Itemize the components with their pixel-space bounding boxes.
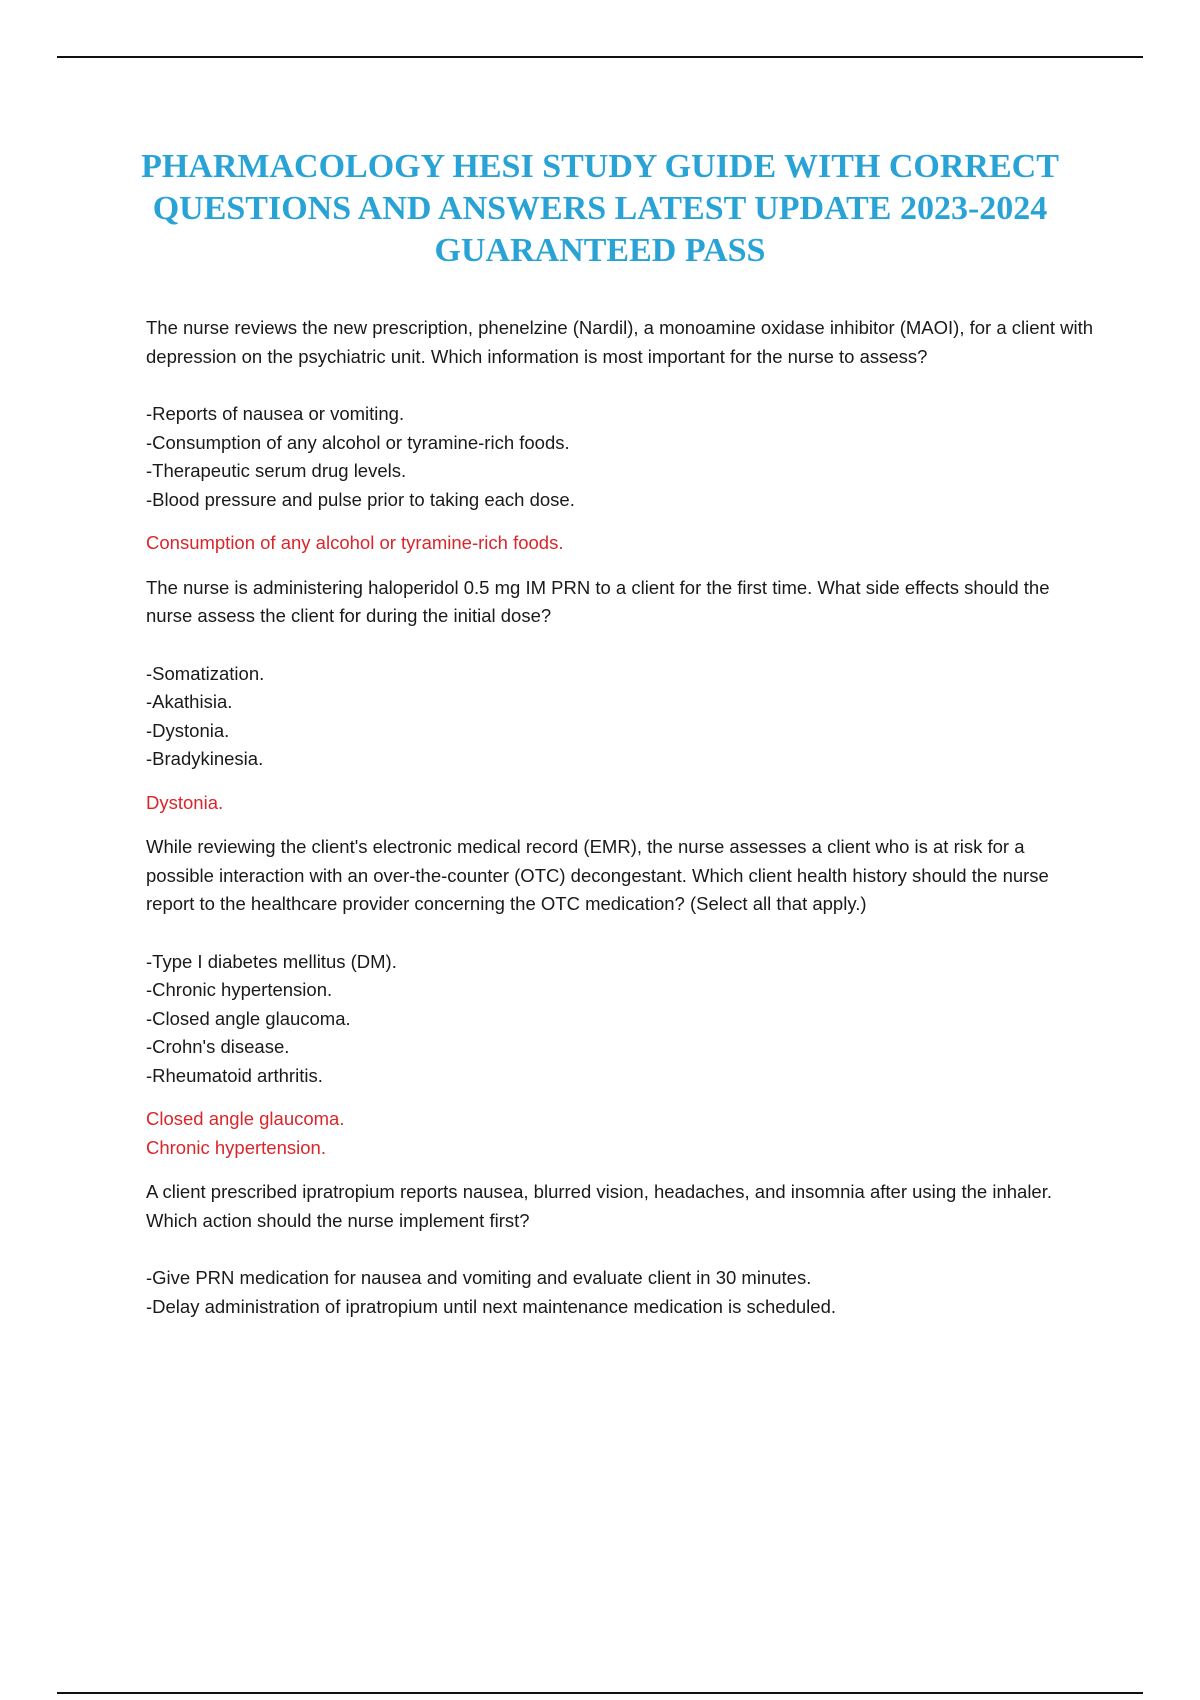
correct-answer: Chronic hypertension. — [146, 1136, 326, 1158]
answer-block — [146, 1105, 1096, 1162]
correct-answer: Consumption of any alcohol or tyramine-rich foods. — [146, 532, 564, 553]
bottom-rule — [57, 1692, 1143, 1694]
option-item: -Crohn's disease. — [146, 1036, 290, 1057]
question-text: The nurse reviews the new prescription, phenelzine (Nardil), a monoamine oxidase inhibitor (MAOI), for a client with depression on the psychiatric unit. Which information is most important for the nurse to assess? — [146, 317, 1094, 367]
top-rule — [57, 56, 1143, 58]
option-item: -Type I diabetes mellitus (DM). — [146, 950, 397, 972]
option-list — [146, 400, 1096, 514]
correct-answer: Closed angle glaucoma. — [146, 1108, 345, 1129]
option-item: -Closed angle glaucoma. — [146, 1007, 351, 1029]
option-item: -Consumption of any alcohol or tyramine-rich foods. — [146, 431, 570, 453]
option-item: -Delay administration of ipratropium until next maintenance medication is scheduled. — [146, 1295, 836, 1317]
question-text: While reviewing the client's electronic medical record (EMR), the nurse assesses a client who is at risk for a possible interaction with an over-the-counter (OTC) decongestant. Which client health history should the nurse report to the healthcare provider concerning the OTC medication? (Select all that apply.) — [146, 836, 1049, 914]
question-list — [146, 314, 1096, 1321]
question-block — [146, 1178, 1096, 1321]
option-item: -Therapeutic serum drug levels. — [146, 460, 407, 481]
option-item: -Reports of nausea or vomiting. — [146, 403, 405, 424]
option-list — [146, 660, 1096, 774]
question-text: A client prescribed ipratropium reports nausea, blurred vision, headaches, and insomnia after using the inhaler. Which action should the nurse implement first? — [146, 1181, 1052, 1231]
option-item: -Chronic hypertension. — [146, 979, 333, 1000]
option-item: -Blood pressure and pulse prior to taking each dose. — [146, 488, 575, 510]
option-item: -Give PRN medication for nausea and vomiting and evaluate client in 30 minutes. — [146, 1267, 812, 1288]
question-block — [146, 314, 1096, 558]
document-title: PHARMACOLOGY HESI STUDY GUIDE WITH CORRECT QUESTIONS AND ANSWERS LATEST UPDATE 2023-2024 GUARANTEED PASS — [141, 148, 1059, 269]
option-item: -Somatization. — [146, 662, 265, 684]
option-item: -Akathisia. — [146, 691, 233, 712]
option-list — [146, 948, 1096, 1091]
option-item: -Bradykinesia. — [146, 748, 264, 769]
option-item: -Rheumatoid arthritis. — [146, 1064, 323, 1086]
question-block — [146, 574, 1096, 818]
option-list — [146, 1264, 1096, 1321]
correct-answer: Dystonia. — [146, 791, 224, 813]
option-item: -Dystonia. — [146, 719, 230, 741]
question-text: The nurse is administering haloperidol 0.5 mg IM PRN to a client for the first time. What side effects should the nurse assess the client for during the initial dose? — [146, 576, 1050, 626]
answer-block — [146, 789, 1096, 818]
answer-block — [146, 529, 1096, 558]
question-block — [146, 833, 1096, 1162]
